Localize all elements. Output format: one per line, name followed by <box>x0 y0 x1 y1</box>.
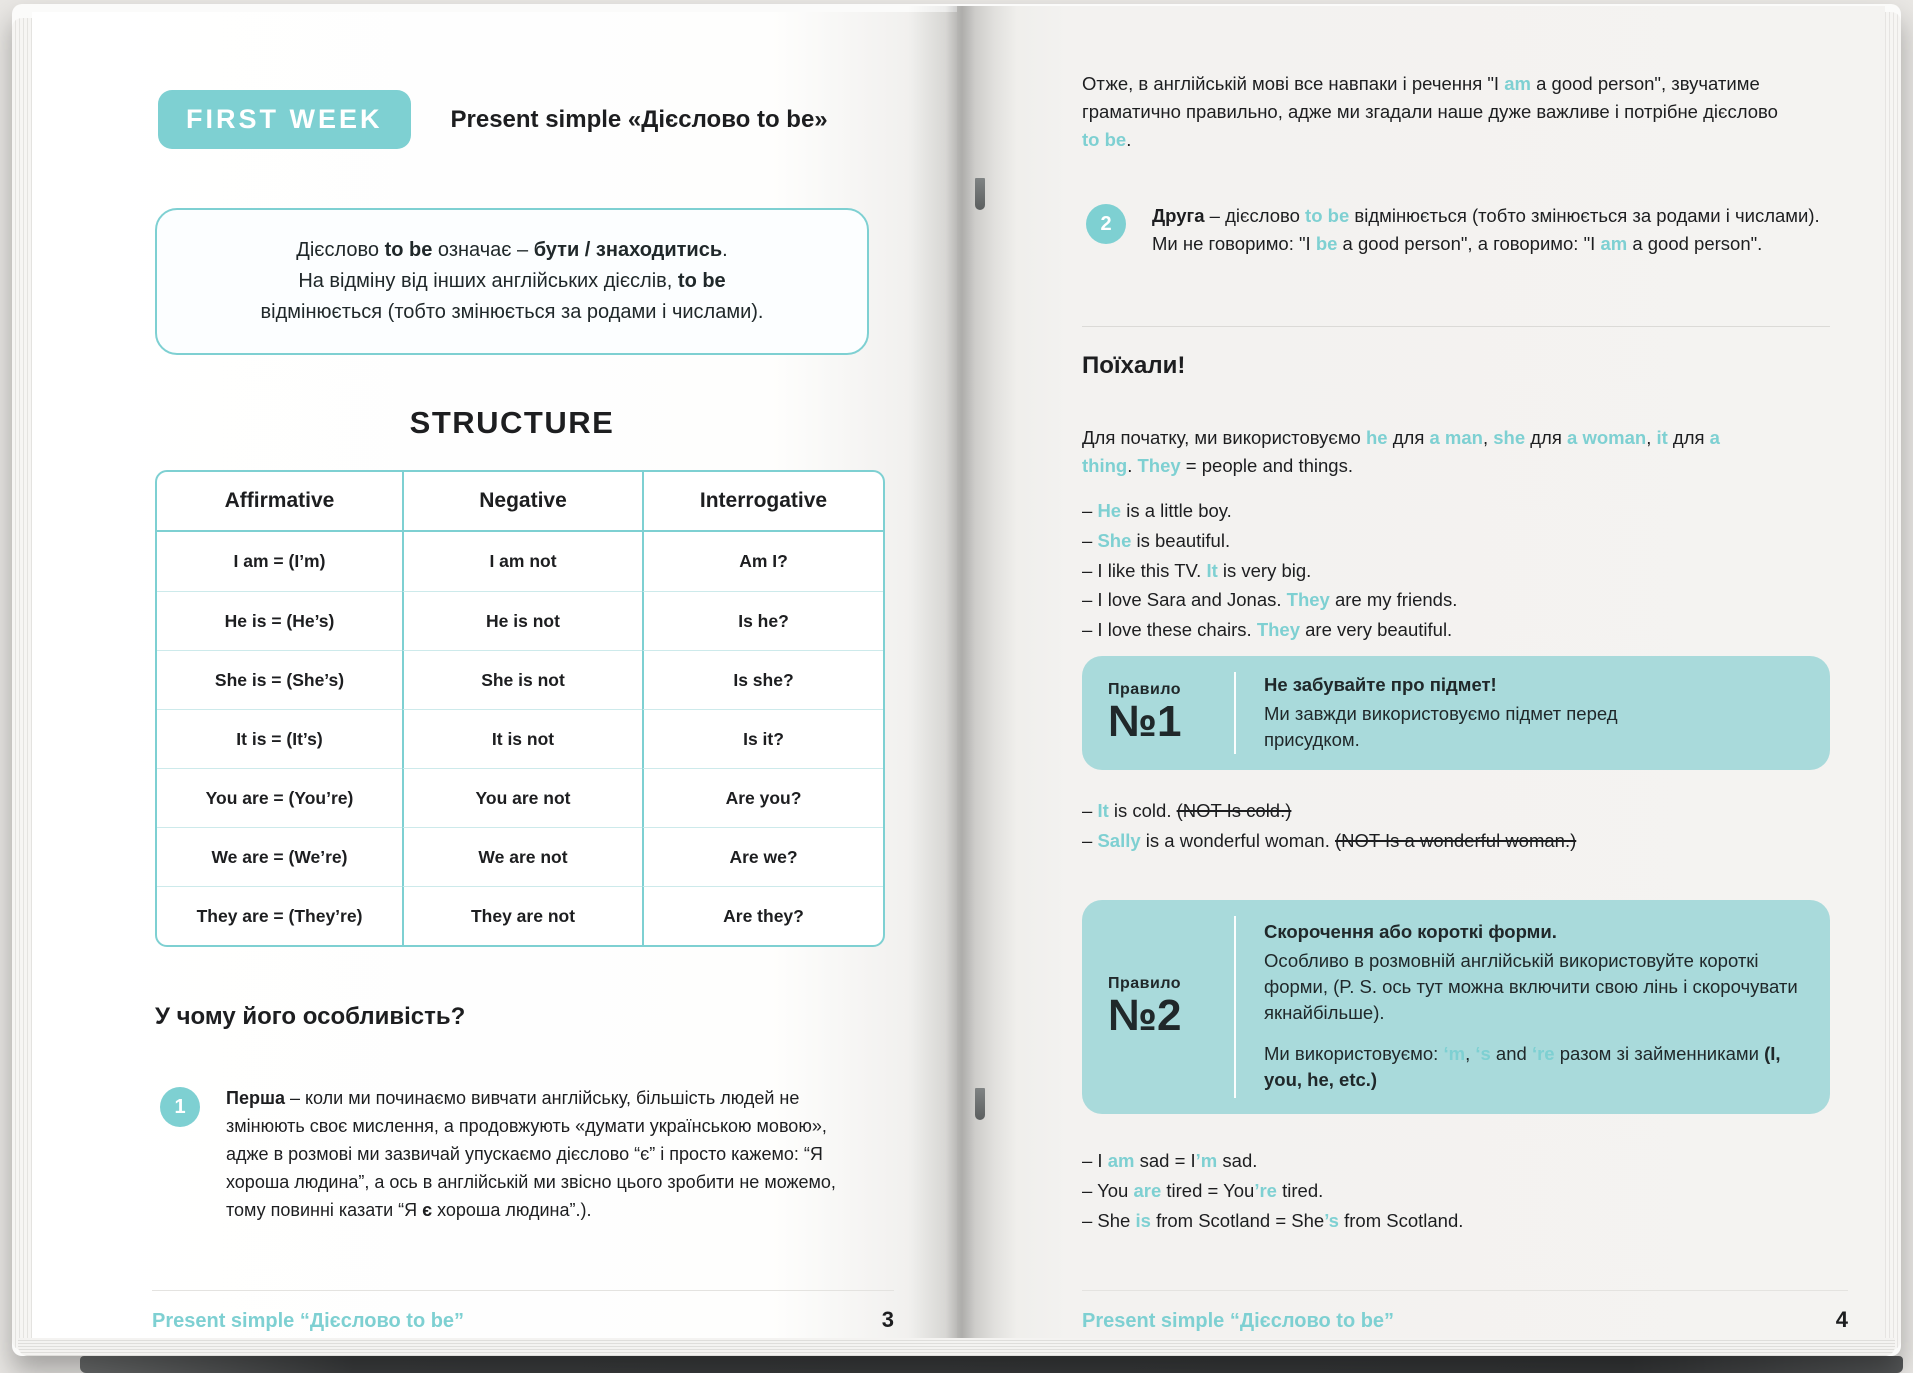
example-line: – I like this TV. It is very big. <box>1082 559 1312 581</box>
column-header-interrogative: Interrogative <box>642 472 883 532</box>
table-cell: Am I? <box>642 532 883 591</box>
table-header-row <box>157 472 883 532</box>
column-header-negative: Negative <box>402 472 642 532</box>
table-cell: Is she? <box>642 650 883 709</box>
example-line: – I am sad = I’m sad. <box>1082 1150 1258 1171</box>
table-cell: She is = (She’s) <box>157 650 402 709</box>
table-row <box>157 886 883 945</box>
point-number-badge: 2 <box>1086 204 1126 244</box>
go-heading: Поїхали! <box>1082 352 1186 379</box>
definition-box <box>155 208 869 355</box>
rule-title: Скорочення або короткі форми. <box>1264 920 1557 942</box>
left-page-footer <box>152 1290 894 1333</box>
table-row <box>157 591 883 650</box>
page-number: 4 <box>1835 1307 1848 1332</box>
page-number: 3 <box>881 1307 894 1332</box>
table-cell: We are = (We’re) <box>157 827 402 886</box>
footer-title: Present simple “Дієслово to be” <box>152 1310 465 1332</box>
lesson-title: Present simple «Дієслово to be» <box>450 105 828 133</box>
table-row <box>157 709 883 768</box>
short-form-examples-list <box>1082 1148 1842 1234</box>
rule-divider <box>1234 916 1236 1098</box>
rule-number: №1 <box>1108 696 1182 746</box>
to-be-forms-table <box>155 470 885 947</box>
rule-2-badge <box>1108 975 1226 1039</box>
point-text: Друга – дієслово to be відмінюється (тобто змінюється за родами і числами). Ми не говоримо: "I be a good person", а говоримо: "I am a good person". <box>1152 205 1820 254</box>
table-cell: It is = (It’s) <box>157 709 402 768</box>
rule-text: Ми завжди використовуємо підмет перед присудком. <box>1264 702 1618 750</box>
rule-divider <box>1234 672 1236 754</box>
numbered-point-1 <box>160 1085 866 1224</box>
rule-label: Правило <box>1108 974 1182 992</box>
point-text: Перша – коли ми починаємо вивчати англійську, більшість людей не змінюють своє мислення, а продовжують «думати українською мовою», адже в розмові ми зазвичай упускаємо дієслово “є” і просто кажемо: “Я хороша людина”, а ось в англійській ми звісно цього зробити не можемо, тому повинні казати “Я є хороша людина”.). <box>226 1088 836 1220</box>
table-cell: They are not <box>402 886 642 945</box>
table-cell: Are we? <box>642 827 883 886</box>
table-cell: Is he? <box>642 591 883 650</box>
section-divider <box>1082 326 1830 327</box>
table-cell: Is it? <box>642 709 883 768</box>
table-cell: You are not <box>402 768 642 827</box>
table-cell: We are not <box>402 827 642 886</box>
rule-2-box <box>1082 900 1830 1114</box>
first-week-badge: FIRST WEEK <box>158 90 411 149</box>
right-page-footer <box>1082 1290 1848 1333</box>
table-cell: Are you? <box>642 768 883 827</box>
footer-title: Present simple “Дієслово to be” <box>1082 1310 1395 1332</box>
example-line: – It is cold. (NOT Is cold.) <box>1082 800 1292 821</box>
table-cell: I am = (I’m) <box>233 551 326 571</box>
table-cell: He is = (He’s) <box>157 591 402 650</box>
example-line: – Sally is a wonderful woman. (NOT Is a wonderful woman.) <box>1082 829 1577 851</box>
example-line: – You are tired = You’re tired. <box>1082 1179 1324 1201</box>
rule-label: Правило <box>1108 680 1182 698</box>
table-cell: You are = (You’re) <box>157 768 402 827</box>
example-line: – She is from Scotland = She’s from Scotland. <box>1082 1209 1464 1231</box>
rule-title: Не забувайте про підмет! <box>1264 673 1497 695</box>
table-cell: Are they? <box>642 886 883 945</box>
definition-line: відмінюється (тобто змінюється за родами і числами). <box>260 301 764 323</box>
feature-heading: У чому його особливість? <box>155 1003 466 1030</box>
table-cell: She is not <box>402 650 642 709</box>
usage-paragraph: Для початку, ми використовуємо he для a man, she для a woman, it для a thing. They = people and things. <box>1082 427 1720 476</box>
rule-1-content <box>1264 674 1804 753</box>
subject-examples-list <box>1082 798 1842 855</box>
table-cell: It is not <box>402 709 642 768</box>
table-row <box>157 532 883 591</box>
example-line: – He is a little boy. <box>1082 500 1232 521</box>
rule-2-content <box>1264 921 1804 1093</box>
table-cell: They are = (They’re) <box>157 886 402 945</box>
rule-text: Особливо в розмовній англійській використовуйте короткі форми, (P. S. ось тут можна включити свою лінь і скорочувати якнайбільше). <box>1264 949 1798 1023</box>
structure-heading: STRUCTURE <box>409 405 615 440</box>
numbered-point-2 <box>1086 202 1831 258</box>
definition-line: Дієслово to be означає – бути / знаходитись. <box>296 239 728 261</box>
table-cell: I am not <box>402 532 642 591</box>
example-line: – I love these chairs. They are very beautiful. <box>1082 619 1453 641</box>
pronoun-examples-list <box>1082 498 1822 644</box>
point-number-badge: 1 <box>160 1087 200 1127</box>
table-row <box>157 827 883 886</box>
rule-1-box <box>1082 656 1830 770</box>
rule-usage-text: Ми використовуємо: ‘m, ‘s and ‘re разом зі займенниками (I, you, he, etc.) <box>1264 1043 1781 1091</box>
rule-number: №2 <box>1108 990 1182 1040</box>
table-row <box>157 650 883 709</box>
example-line: – She is beautiful. <box>1082 529 1231 551</box>
rule-1-badge <box>1108 681 1226 745</box>
intro-paragraph: Отже, в англійській мові все навпаки і речення "I am a good person", звучатиме граматично правильно, адже ми згадали наше дуже важливе і потрібне дієслово to be. <box>1082 73 1778 150</box>
definition-line: На відміну від інших англійських дієслів, to be <box>298 270 726 292</box>
left-page-header <box>158 90 828 149</box>
example-line: – I love Sara and Jonas. They are my friends. <box>1082 589 1458 611</box>
column-header-affirmative: Affirmative <box>157 472 402 532</box>
table-row <box>157 768 883 827</box>
table-cell: He is not <box>402 591 642 650</box>
